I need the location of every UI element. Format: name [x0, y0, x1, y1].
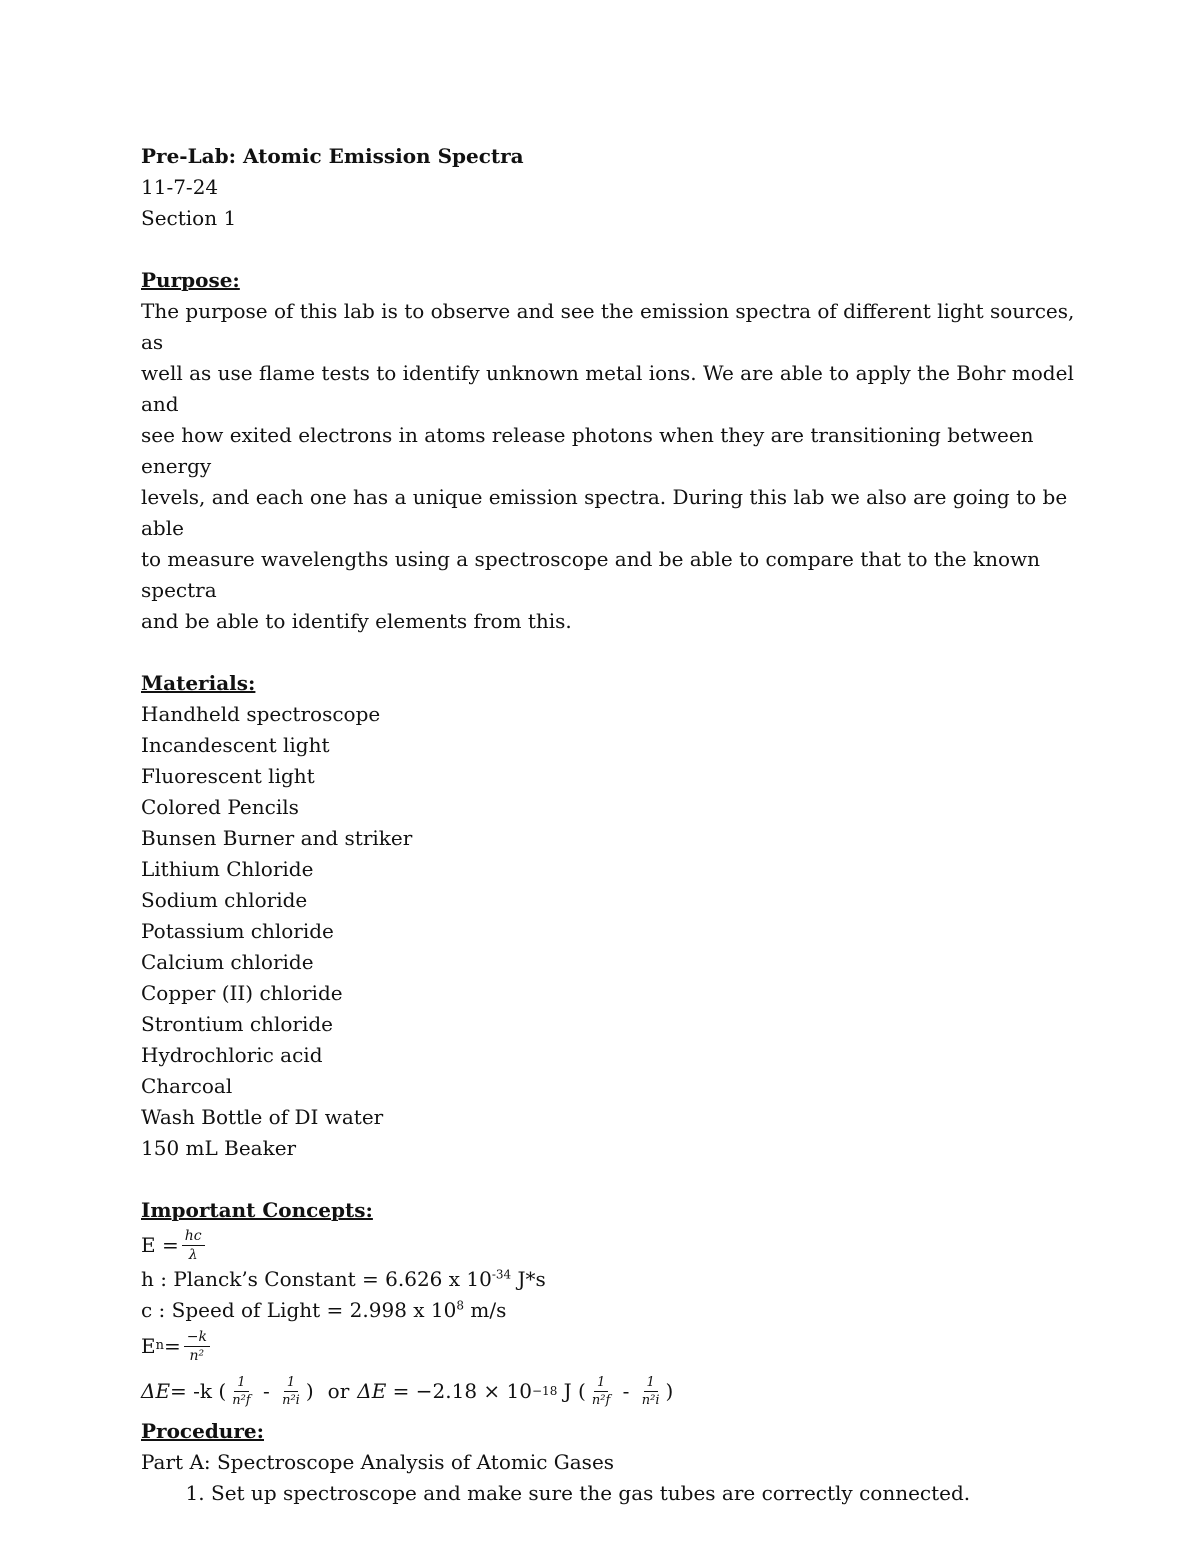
materials-list	[141, 699, 1081, 1164]
materials-heading: Materials:	[141, 671, 256, 695]
spacer	[141, 234, 1081, 265]
equation-minus: -	[616, 1378, 636, 1403]
purpose-line: levels, and each one has a unique emission spectra. During this lab we also are going to be able	[141, 485, 1068, 540]
list-item: Fluorescent light	[141, 764, 315, 788]
fraction	[184, 1330, 210, 1363]
equation-equals: =	[163, 1333, 181, 1358]
energy-difference-equation: ΔE = -k ( $\frac{1}{\text{n²f}}$ - $\frac{1}{\text{n²i}}$ ) or ΔE = −2.18 × 10 −18 J ( $\frac{1}{\text{n²f}}$ - $\frac{1}{\text{n²i}}$ )	[141, 1374, 674, 1408]
purpose-paragraph	[141, 296, 1081, 637]
light-text: c : Speed of Light = 2.998 x 10	[141, 1298, 457, 1322]
fraction-numerator: 1	[594, 1376, 608, 1392]
document-title: Pre-Lab: Atomic Emission Spectra	[141, 144, 524, 168]
fraction	[229, 1376, 253, 1407]
document-date: 11-7-24	[141, 175, 219, 199]
list-item: Copper (II) chloride	[141, 981, 343, 1005]
list-item: Sodium chloride	[141, 888, 308, 912]
delta-e: ΔE	[357, 1378, 387, 1403]
purpose-line: The purpose of this lab is to observe and see the emission spectra of different light sources, as	[141, 299, 1075, 354]
purpose-line: well as use flame tests to identify unknown metal ions. We are able to apply the Bohr model and	[141, 361, 1074, 416]
purpose-heading: Purpose:	[141, 268, 240, 292]
list-item: 150 mL Beaker	[141, 1136, 297, 1160]
equation-part: = −2.18 × 10	[386, 1378, 532, 1403]
fraction-denominator: n²f	[591, 1392, 611, 1408]
list-item: Wash Bottle of DI water	[141, 1105, 384, 1129]
fraction	[589, 1376, 613, 1407]
planck-exponent: -34	[491, 1267, 512, 1282]
energy-equation	[141, 1226, 1081, 1264]
list-item: Calcium chloride	[141, 950, 314, 974]
fraction-numerator: 1	[234, 1376, 248, 1392]
light-unit: m/s	[464, 1298, 507, 1322]
list-item: 1. Set up spectroscope and make sure the gas tubes are correctly connected.	[211, 1478, 1081, 1509]
fraction-numerator: −k	[184, 1330, 210, 1347]
document-body	[141, 141, 1081, 1509]
fraction	[279, 1376, 303, 1407]
fraction-denominator: n²i	[641, 1392, 660, 1408]
planck-unit: J*s	[511, 1267, 546, 1291]
fraction-denominator: n²	[189, 1347, 205, 1364]
fraction	[639, 1376, 663, 1407]
list-item: Colored Pencils	[141, 795, 299, 819]
spacer	[141, 1164, 1081, 1195]
procedure-steps	[141, 1478, 1081, 1509]
planck-constant-line	[141, 1264, 1081, 1295]
procedure-part-a: Part A: Spectroscope Analysis of Atomic Gases	[141, 1450, 615, 1474]
equation-close: )	[305, 1378, 314, 1403]
equation-lhs: E	[141, 1333, 156, 1358]
planck-text: h : Planck’s Constant = 6.626 x 10	[141, 1267, 492, 1291]
list-item: Charcoal	[141, 1074, 233, 1098]
list-item: Potassium chloride	[141, 919, 334, 943]
fraction-denominator: n²f	[232, 1392, 251, 1408]
spacer	[141, 637, 1081, 668]
equation-or: or	[327, 1378, 350, 1403]
list-item: Strontium chloride	[141, 1012, 333, 1036]
fraction	[182, 1229, 205, 1262]
speed-of-light-line	[141, 1295, 1081, 1326]
purpose-line: see how exited electrons in atoms release photons when they are transitioning between energy	[141, 423, 1034, 478]
equation-close: )	[665, 1378, 674, 1403]
fraction-numerator: hc	[182, 1229, 205, 1246]
list-item: Bunsen Burner and striker	[141, 826, 413, 850]
fraction-numerator: 1	[284, 1376, 298, 1392]
equation-lhs: E =	[141, 1232, 179, 1257]
list-item: Lithium Chloride	[141, 857, 314, 881]
energy-level-equation: E n = $\frac{-k}{\text{n²}}$	[141, 1326, 1081, 1366]
purpose-line: and be able to identify elements from this.	[141, 609, 572, 633]
list-item: Hydrochloric acid	[141, 1043, 323, 1067]
fraction-denominator: λ	[188, 1246, 198, 1263]
delta-e: ΔE	[141, 1378, 171, 1403]
concepts-heading: Important Concepts:	[141, 1198, 373, 1222]
purpose-line: to measure wavelengths using a spectroscope and be able to compare that to the known spectra	[141, 547, 1041, 602]
fraction-numerator: 1	[644, 1376, 658, 1392]
equation-minus: -	[256, 1378, 277, 1403]
equation-part: = -k (	[170, 1378, 227, 1403]
list-item: Handheld spectroscope	[141, 702, 381, 726]
fraction-denominator: n²i	[282, 1392, 300, 1408]
document-section: Section 1	[141, 206, 237, 230]
equation-unit: J (	[557, 1378, 586, 1403]
procedure-heading: Procedure:	[141, 1419, 264, 1443]
list-item: Incandescent light	[141, 733, 330, 757]
light-exponent: 8	[456, 1298, 465, 1313]
